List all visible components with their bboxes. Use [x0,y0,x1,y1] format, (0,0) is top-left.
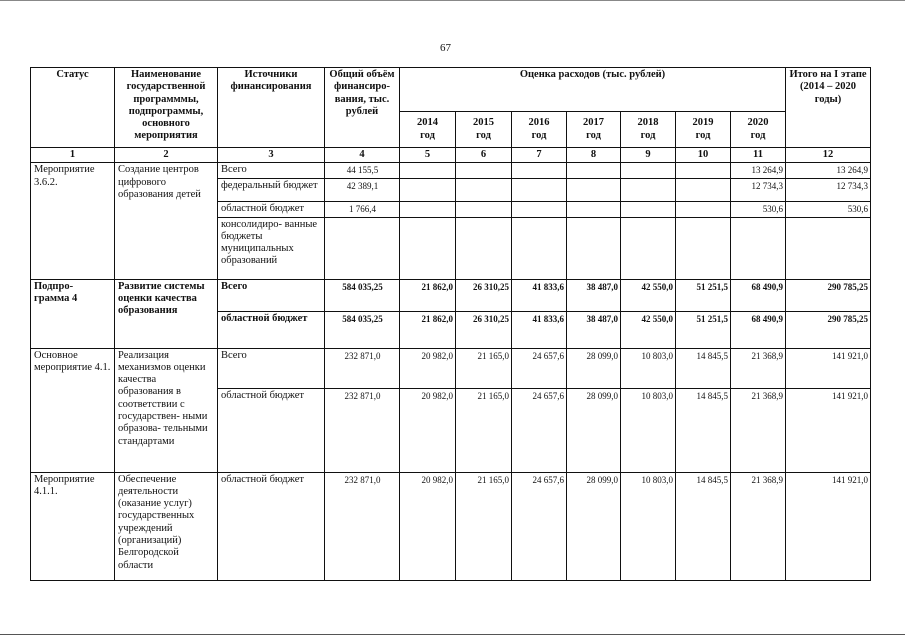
header-name: Наименование государственной программмы, подпрограммы, основного мероприятия [115,68,218,148]
scan-border-bottom [0,634,905,635]
row-year-value: 21 165,0 [456,388,512,472]
row-year-value: 14 845,5 [676,348,731,388]
row-year-value: 20 982,0 [400,348,456,388]
header-year-value: 2020 [747,117,769,129]
row-year-value [621,178,676,201]
header-year-unit: год [640,129,656,141]
page-number: 67 [440,42,451,54]
header-year-unit: год [531,129,547,141]
table-row [31,279,871,311]
row-source: Всего [218,348,325,388]
column-number: 12 [786,148,871,163]
row-year-value [567,201,621,217]
column-number: 2 [115,148,218,163]
header-stage-total: Итого на I этапе (2014 – 2020 годы) [786,68,871,148]
column-number: 6 [456,148,512,163]
row-source: областной бюджет [218,311,325,348]
row-stage-total: 141 921,0 [786,348,871,388]
row-year-value: 530,6 [731,201,786,217]
header-status: Статус [31,68,115,148]
row-year-value: 10 803,0 [621,348,676,388]
row-year-value: 51 251,5 [676,311,731,348]
column-number: 3 [218,148,325,163]
row-year-value [512,178,567,201]
row-year-value [676,201,731,217]
scan-border-top [0,0,905,1]
row-year-value: 10 803,0 [621,388,676,472]
header-year-2019 [676,112,731,148]
row-total: 232 871,0 [325,348,400,388]
row-year-value [567,217,621,279]
header-year-2017 [567,112,621,148]
row-stage-total: 141 921,0 [786,472,871,580]
table-row [31,472,871,580]
row-year-value: 38 487,0 [567,311,621,348]
row-year-value [621,201,676,217]
row-stage-total [786,217,871,279]
row-year-value: 51 251,5 [676,279,731,311]
row-year-value [512,163,567,178]
row-year-value: 41 833,6 [512,311,567,348]
header-sources: Источники финансирования [218,68,325,148]
header-year-unit: год [586,129,601,141]
row-year-value: 13 264,9 [731,163,786,178]
header-year-2020 [731,112,786,148]
row-source: консолидиро- ванные бюджеты муниципальных образований [218,217,325,279]
table-row [31,348,871,388]
row-stage-total: 530,6 [786,201,871,217]
row-year-value: 21 862,0 [400,311,456,348]
row-year-value: 42 550,0 [621,311,676,348]
row-year-value [731,217,786,279]
row-year-value: 26 310,25 [456,311,512,348]
row-year-value: 28 099,0 [567,348,621,388]
header-year-value: 2017 [583,117,604,129]
header-year-value: 2018 [637,117,659,129]
column-number: 4 [325,148,400,163]
row-total [325,217,400,279]
row-source: федеральный бюджет [218,178,325,201]
header-year-unit: год [476,129,491,141]
row-year-value: 20 982,0 [400,472,456,580]
header-year-unit: год [695,129,711,141]
row-status: Мероприятие 3.6.2. [31,163,115,279]
row-name: Реализация механизмов оценки качества образования в соответствии с государствен- ными образова- тельными стандартами [115,348,218,472]
row-year-value [512,201,567,217]
row-source: областной бюджет [218,201,325,217]
row-year-value [456,163,512,178]
row-year-value: 41 833,6 [512,279,567,311]
row-year-value [456,217,512,279]
header-year-2018 [621,112,676,148]
row-year-value [676,217,731,279]
row-total: 44 155,5 [325,163,400,178]
row-year-value [400,201,456,217]
header-year-value: 2014 [417,117,438,129]
row-year-value [456,201,512,217]
row-year-value: 14 845,5 [676,388,731,472]
row-status: Основное мероприятие 4.1. [31,348,115,472]
row-year-value: 68 490,9 [731,279,786,311]
row-name: Обеспечение деятельности (оказание услуг) государственных учреждений (организаций) Белгородской области [115,472,218,580]
column-number: 7 [512,148,567,163]
row-year-value [400,178,456,201]
row-stage-total: 13 264,9 [786,163,871,178]
row-total: 232 871,0 [325,472,400,580]
row-name: Развитие системы оценки качества образования [115,279,218,348]
row-year-value: 14 845,5 [676,472,731,580]
row-total: 232 871,0 [325,388,400,472]
row-stage-total: 12 734,3 [786,178,871,201]
header-year-value: 2016 [528,117,550,129]
row-year-value [567,178,621,201]
header-total: Общий объём финансиро- вания, тыс. рублей [325,68,400,148]
column-number: 8 [567,148,621,163]
row-total: 1 766,4 [325,201,400,217]
budget-table [30,67,871,581]
row-year-value: 26 310,25 [456,279,512,311]
row-year-value [400,217,456,279]
row-year-value [676,163,731,178]
row-year-value: 28 099,0 [567,388,621,472]
header-estimate: Оценка расходов (тыс. рублей) [400,68,786,112]
row-year-value: 21 165,0 [456,472,512,580]
row-year-value [567,163,621,178]
column-number: 5 [400,148,456,163]
header-year-2014 [400,112,456,148]
header-year-unit: год [750,129,766,141]
row-year-value: 38 487,0 [567,279,621,311]
row-year-value [621,217,676,279]
row-year-value [456,178,512,201]
row-year-value: 21 165,0 [456,348,512,388]
column-number: 9 [621,148,676,163]
header-year-unit: год [420,129,435,141]
header-year-2016 [512,112,567,148]
row-source: областной бюджет [218,388,325,472]
row-year-value: 21 368,9 [731,388,786,472]
row-name: Создание центров цифрового образования детей [115,163,218,279]
row-year-value: 12 734,3 [731,178,786,201]
row-year-value: 21 368,9 [731,472,786,580]
column-number: 11 [731,148,786,163]
row-year-value: 21 368,9 [731,348,786,388]
row-year-value [676,178,731,201]
row-year-value: 68 490,9 [731,311,786,348]
table-row [31,163,871,178]
row-source: Всего [218,163,325,178]
header-year-value: 2019 [692,117,714,129]
row-year-value: 28 099,0 [567,472,621,580]
row-year-value: 24 657,6 [512,348,567,388]
row-year-value [621,163,676,178]
row-year-value: 42 550,0 [621,279,676,311]
row-year-value [512,217,567,279]
header-year-value: 2015 [473,117,494,129]
column-number: 10 [676,148,731,163]
row-total: 42 389,1 [325,178,400,201]
row-stage-total: 141 921,0 [786,388,871,472]
row-year-value: 21 862,0 [400,279,456,311]
row-year-value: 24 657,6 [512,388,567,472]
row-year-value: 24 657,6 [512,472,567,580]
column-number: 1 [31,148,115,163]
row-stage-total: 290 785,25 [786,279,871,311]
row-source: Всего [218,279,325,311]
row-stage-total: 290 785,25 [786,311,871,348]
row-status: Подпро- грамма 4 [31,279,115,348]
row-source: областной бюджет [218,472,325,580]
row-year-value [400,163,456,178]
header-year-2015 [456,112,512,148]
row-status: Мероприятие 4.1.1. [31,472,115,580]
row-year-value: 20 982,0 [400,388,456,472]
row-year-value: 10 803,0 [621,472,676,580]
row-total: 584 035,25 [325,311,400,348]
row-total: 584 035,25 [325,279,400,311]
